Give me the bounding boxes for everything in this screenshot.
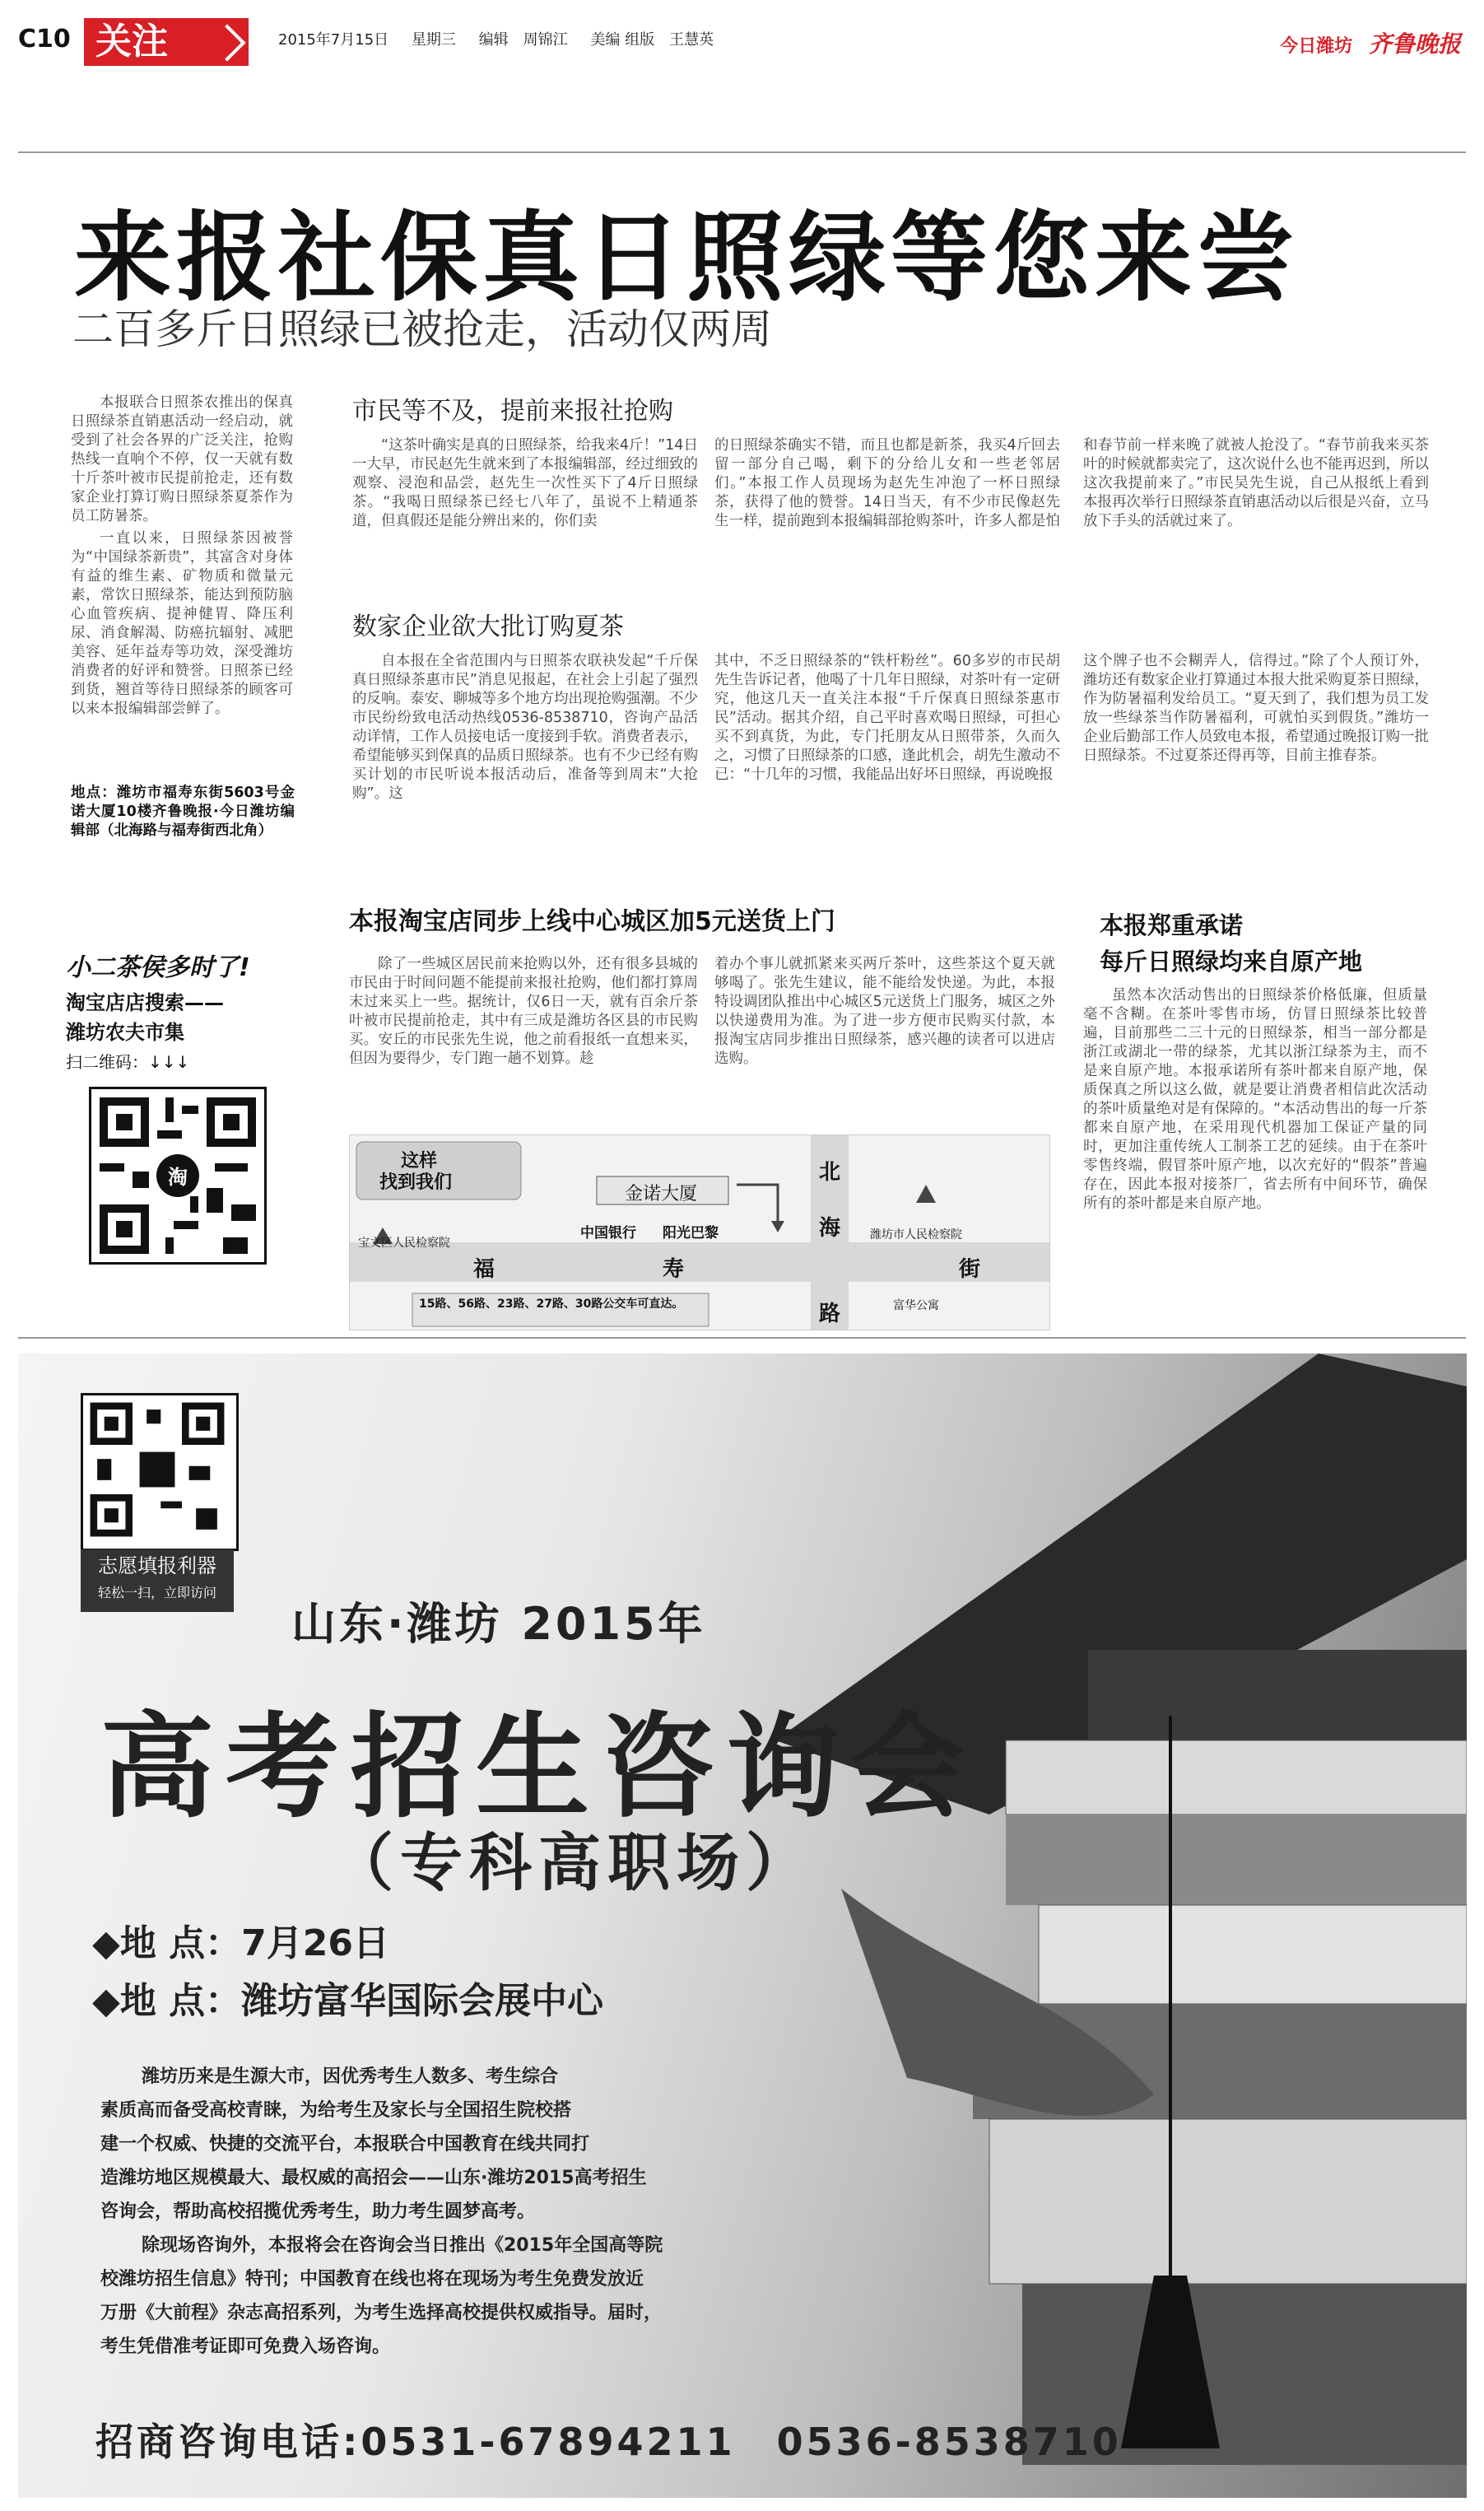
section3-col1: 除了一些城区居民前来抢购以外，还有很多县城的市民由于时间问题不能提前来报社抢购，他们都打算周末过来买上一些。据统计，仅6日一天，就有百余斤茶叶被市民提前抢走，其中有三成是潍坊各区县的市民购买。安丘的市民张先生说，他之前看报纸一直想来买，但因为要得少，专门跑一趟不划算。趁 — [349, 956, 698, 1067]
intro-para-2: 一直以来，日照绿茶因被誉为“中国绿茶新贵”，其富含对身体有益的维生素、矿物质和微量元素，常饮日照绿茶，能达到预防脑心血管疾病、提神健胃、降压利尿、消食解渴、防癌抗辐射、减肥美容、延年益寿等功效，深受潍坊消费者的好评和赞誉。日照茶已经到货，翘首等待日照绿茶的顾客可以来本报编辑部尝鲜了。 — [71, 530, 293, 717]
map-hospital: 宝文区人民检察院 — [358, 1237, 450, 1250]
taobao-slogan: 小二茶侯多时了! — [66, 953, 250, 982]
ad-title-line1: 山东·潍坊 2015年 — [291, 1598, 706, 1650]
section3-col2: 着办个事儿就抓紧来买两斤茶叶，这些茶这个夏天就够喝了。张先生建议，能不能给发快递。为此，本报特设调团队推出中心城区5元送货上门服务，城区之外以快递费用为准。为了进一步方便市民购买付款，本报淘宝店同步推出日照绿茶，感兴趣的读者可以进店选购。 — [714, 956, 1055, 1067]
map-court: 潍坊市人民检察院 — [870, 1228, 962, 1242]
header-weekday: 星期三 — [411, 31, 456, 49]
headline-subtitle: 二百多斤日照绿已被抢走，活动仅两周 — [72, 305, 772, 353]
ad-phone: 招商咨询电话:0531-67894211 0536-8538710 — [95, 2420, 1122, 2464]
header-edition — [1280, 26, 1461, 59]
map-bus-stop: 阳光巴黎 — [663, 1225, 719, 1242]
map-building: 金诺大厦 — [625, 1184, 698, 1204]
ad-title-main: 高考招生咨询会 — [100, 1701, 977, 1833]
section1-title: 市民等不及，提前来报社抢购 — [352, 397, 673, 426]
page-number: C10 — [18, 25, 71, 54]
ad-para1-line5: 咨询会，帮助高校招揽优秀考生，助力考生圆梦高考。 — [100, 2201, 536, 2222]
header-meta — [278, 28, 732, 49]
section-label-text: 关注 — [95, 21, 168, 63]
ad-para2-line4: 考生凭借准考证即可免费入场咨询。 — [100, 2336, 391, 2357]
ad-qr-code[interactable] — [81, 1393, 239, 1551]
paper-logo: 齐鲁晚报 — [1368, 30, 1461, 58]
map-road-bei: 北 — [819, 1160, 841, 1185]
ad-para2-line1: 除现场咨询外，本报将会在咨询会当日推出《2015年全国高等院 — [142, 2235, 663, 2256]
section4-title-line1: 本报郑重承诺 — [1100, 911, 1244, 939]
ad-para1-line3: 建一个权威、快捷的交流平台，本报联合中国教育在线共同打 — [100, 2134, 590, 2155]
qr-pattern-icon — [83, 1395, 231, 1544]
section4-body: 虽然本次活动售出的日照绿茶价格低廉，但质量毫不含糊。在茶叶零售市场，仿冒日照绿茶比较普遍，目前那些二三十元的日照绿茶，相当一部分都是浙江或湖北一带的绿茶，尤其以浙江绿茶为主，而不是来自原产地。本报承诺所有茶叶都来自原产地，保质保真之所以这么做，就是要让消费者相信此次活动的茶叶质量绝对是有保障的。“本活动售出的每一斤茶都来自原产地，在采用现代机器加工保证产量的同时，更加注重传统人工制茶工艺的延续。由于在茶叶零售终端，假冒茶叶原产地，以次充好的“假茶”普遍存在，因此本报对接茶厂，省去所有中间环节，确保所有的茶叶都是来自原产地。 — [1083, 987, 1427, 1212]
header-editor: 编辑 周锦江 — [478, 31, 568, 49]
section1-col3: 和春节前一样来晚了就被人抢没了。“春节前我来买茶叶的时候就都卖完了，这次说什么也不能再迟到，所以这次我提前来了。”市民吴先生说，自己从报纸上看到本报再次举行日照绿茶直销惠活动以后很是兴奋，立马放下手头的活就过来了。 — [1083, 437, 1429, 529]
taobao-line1: 淘宝店店搜索—— — [66, 991, 224, 1014]
map-road-jie: 街 — [959, 1257, 981, 1282]
taobao-qr-badge: 淘 — [168, 1166, 188, 1189]
ad-para2-line2: 校潍坊招生信息》特刊；中国教育在线也将在现场为考生免费发放近 — [100, 2269, 644, 2290]
header-date: 2015年7月15日 — [278, 31, 389, 49]
header-art: 美编 组版 王慧英 — [590, 31, 714, 49]
ad-top-rule — [18, 1337, 1466, 1339]
section4-title-line2: 每斤日照绿均来自原产地 — [1100, 948, 1363, 976]
map-tag-line2: 找到我们 — [379, 1172, 453, 1193]
taobao-qr-code[interactable] — [89, 1087, 267, 1265]
ad-qr-caption — [81, 1549, 234, 1612]
section1-col1: “这茶叶确实是真的日照绿茶，给我来4斤！”14日一大早，市民赵先生就来到了本报编辑部，经过细致的观察、浸泡和品尝，赵先生一次性买下了4斤日照绿茶。“我喝日照绿茶已经七八年了，虽说不上精通茶道，但真假还是能分辨出来的，你们卖 — [352, 437, 698, 529]
section2-col1: 自本报在全省范围内与日照茶农联袂发起“千斤保真日照绿茶惠市民”消息见报起，在社会上引起了强烈的反响。泰安、聊城等多个地方均出现抢购强潮。不少市民纷纷致电活动热线0536-8538710，咨询产品活动详情，工作人员接电话一度接到手软。消费者表示，希望能够买到保真的品质日照绿茶。也有不少已经有购买计划的市民听说本报活动后，准备等到周末“大抢购”。这 — [352, 653, 698, 802]
section1-col2: 的日照绿茶确实不错，而且也都是新茶，我买4斤回去留一部分自己喝，剩下的分给儿女和一些老邻居们。”本报工作人员现场为赵先生冲泡了一杯日照绿茶，获得了他的赞誉。14日当天，有不少市民像赵先生一样，提前跑到本报编辑部抢购茶叶，许多人都是怕 — [714, 437, 1060, 529]
header-rule — [18, 151, 1466, 153]
taobao-scan-hint: 扫二维码：↓↓↓ — [66, 1052, 190, 1072]
taobao-line2: 潍坊农夫市集 — [66, 1021, 184, 1044]
map-office: 富华公寓 — [893, 1299, 939, 1312]
section2-col3: 这个牌子也不会糊弄人，信得过。”除了个人预订外，潍坊还有数家企业打算通过本报大批采购夏茶日照绿，作为防暑福利发给员工。“夏天到了，我们想为员工发放一些绿茶当作防暑福利，可就怕买到假货。”潍坊一企业后勤部工作人员致电本报，希望通过晚报订购一批日照绿茶。不过夏茶还得再等，目前主推春茶。 — [1083, 653, 1429, 764]
ad-title-sub: （专科高职场） — [331, 1826, 815, 1899]
edition-name: 今日潍坊 — [1280, 36, 1353, 57]
ad-date: ◆地 点：7月26日 — [92, 1922, 390, 1964]
headline-title: 来报社保真日照绿等您来尝 — [74, 201, 1300, 314]
gaokao-ad — [18, 1353, 1467, 2498]
map-bank: 中国银行 — [580, 1225, 636, 1242]
section2-title: 数家企业欲大批订购夏茶 — [352, 613, 624, 641]
intro-para-1: 本报联合日照茶农推出的保真日照绿茶直销惠活动一经启动，就受到了社会各界的广泛关注，抢购热线一直响个不停，仅一天就有数十斤茶叶被市民提前抢走，还有数家企业打算订购日照绿茶夏茶作为员工防暑茶。 — [71, 394, 293, 524]
section-label — [84, 18, 249, 66]
map-bus-routes: 15路、56路、23路、27路、30路公交车可直达。 — [419, 1297, 684, 1311]
ad-para1-line2: 素质高而备受高校青睐，为给考生及家长与全国招生院校搭 — [100, 2100, 572, 2121]
map-tag-line1: 这样 — [401, 1151, 438, 1172]
ad-para1-line1: 潍坊历来是生源大市，因优秀考生人数多、考生综合 — [142, 2066, 559, 2087]
map-road-hai: 海 — [819, 1216, 841, 1241]
ad-para2-line3: 万册《大前程》杂志高招系列，为考生选择高校提供权威指导。届时， — [100, 2303, 663, 2323]
ad-para1-line4: 造潍坊地区规模最大、最权威的高招会——山东·潍坊2015高考招生 — [100, 2168, 647, 2188]
location-map — [349, 1134, 1050, 1330]
section2-col2: 其中，不乏日照绿茶的“铁杆粉丝”。60多岁的市民胡先生告诉记者，他喝了十几年日照绿，对茶叶有一定研究，他这几天一直关注本报“千斤保真日照绿茶惠市民”活动。据其介绍，自己平时喜欢喝日照绿，可担心买不到真货，为此，专门托朋友从日照带茶，久而久之，习惯了日照绿茶的口感，逢此机会，胡先生激动不已：“十几年的习惯，我能品出好坏日照绿，再说晚报 — [714, 653, 1060, 783]
ad-venue: ◆地 点：潍坊富华国际会展中心 — [92, 1980, 604, 2022]
ad-qr-sub: 轻松一扫，立即访问 — [97, 1585, 216, 1600]
section3-title: 本报淘宝店同步上线中心城区加5元送货上门 — [349, 907, 835, 936]
map-road-lu: 路 — [819, 1302, 841, 1326]
chevron-right-icon — [208, 24, 245, 61]
ad-qr-label: 志愿填报利器 — [98, 1554, 216, 1577]
map-road-shou: 寿 — [663, 1257, 685, 1282]
map-road-fu: 福 — [473, 1257, 495, 1282]
intro-address: 地点：潍坊市福寿东街5603号金诺大厦10楼齐鲁晚报·今日潍坊编辑部（北海路与福寿街西北角） — [71, 785, 295, 839]
graduation-cap-books-icon — [742, 1353, 1467, 2498]
